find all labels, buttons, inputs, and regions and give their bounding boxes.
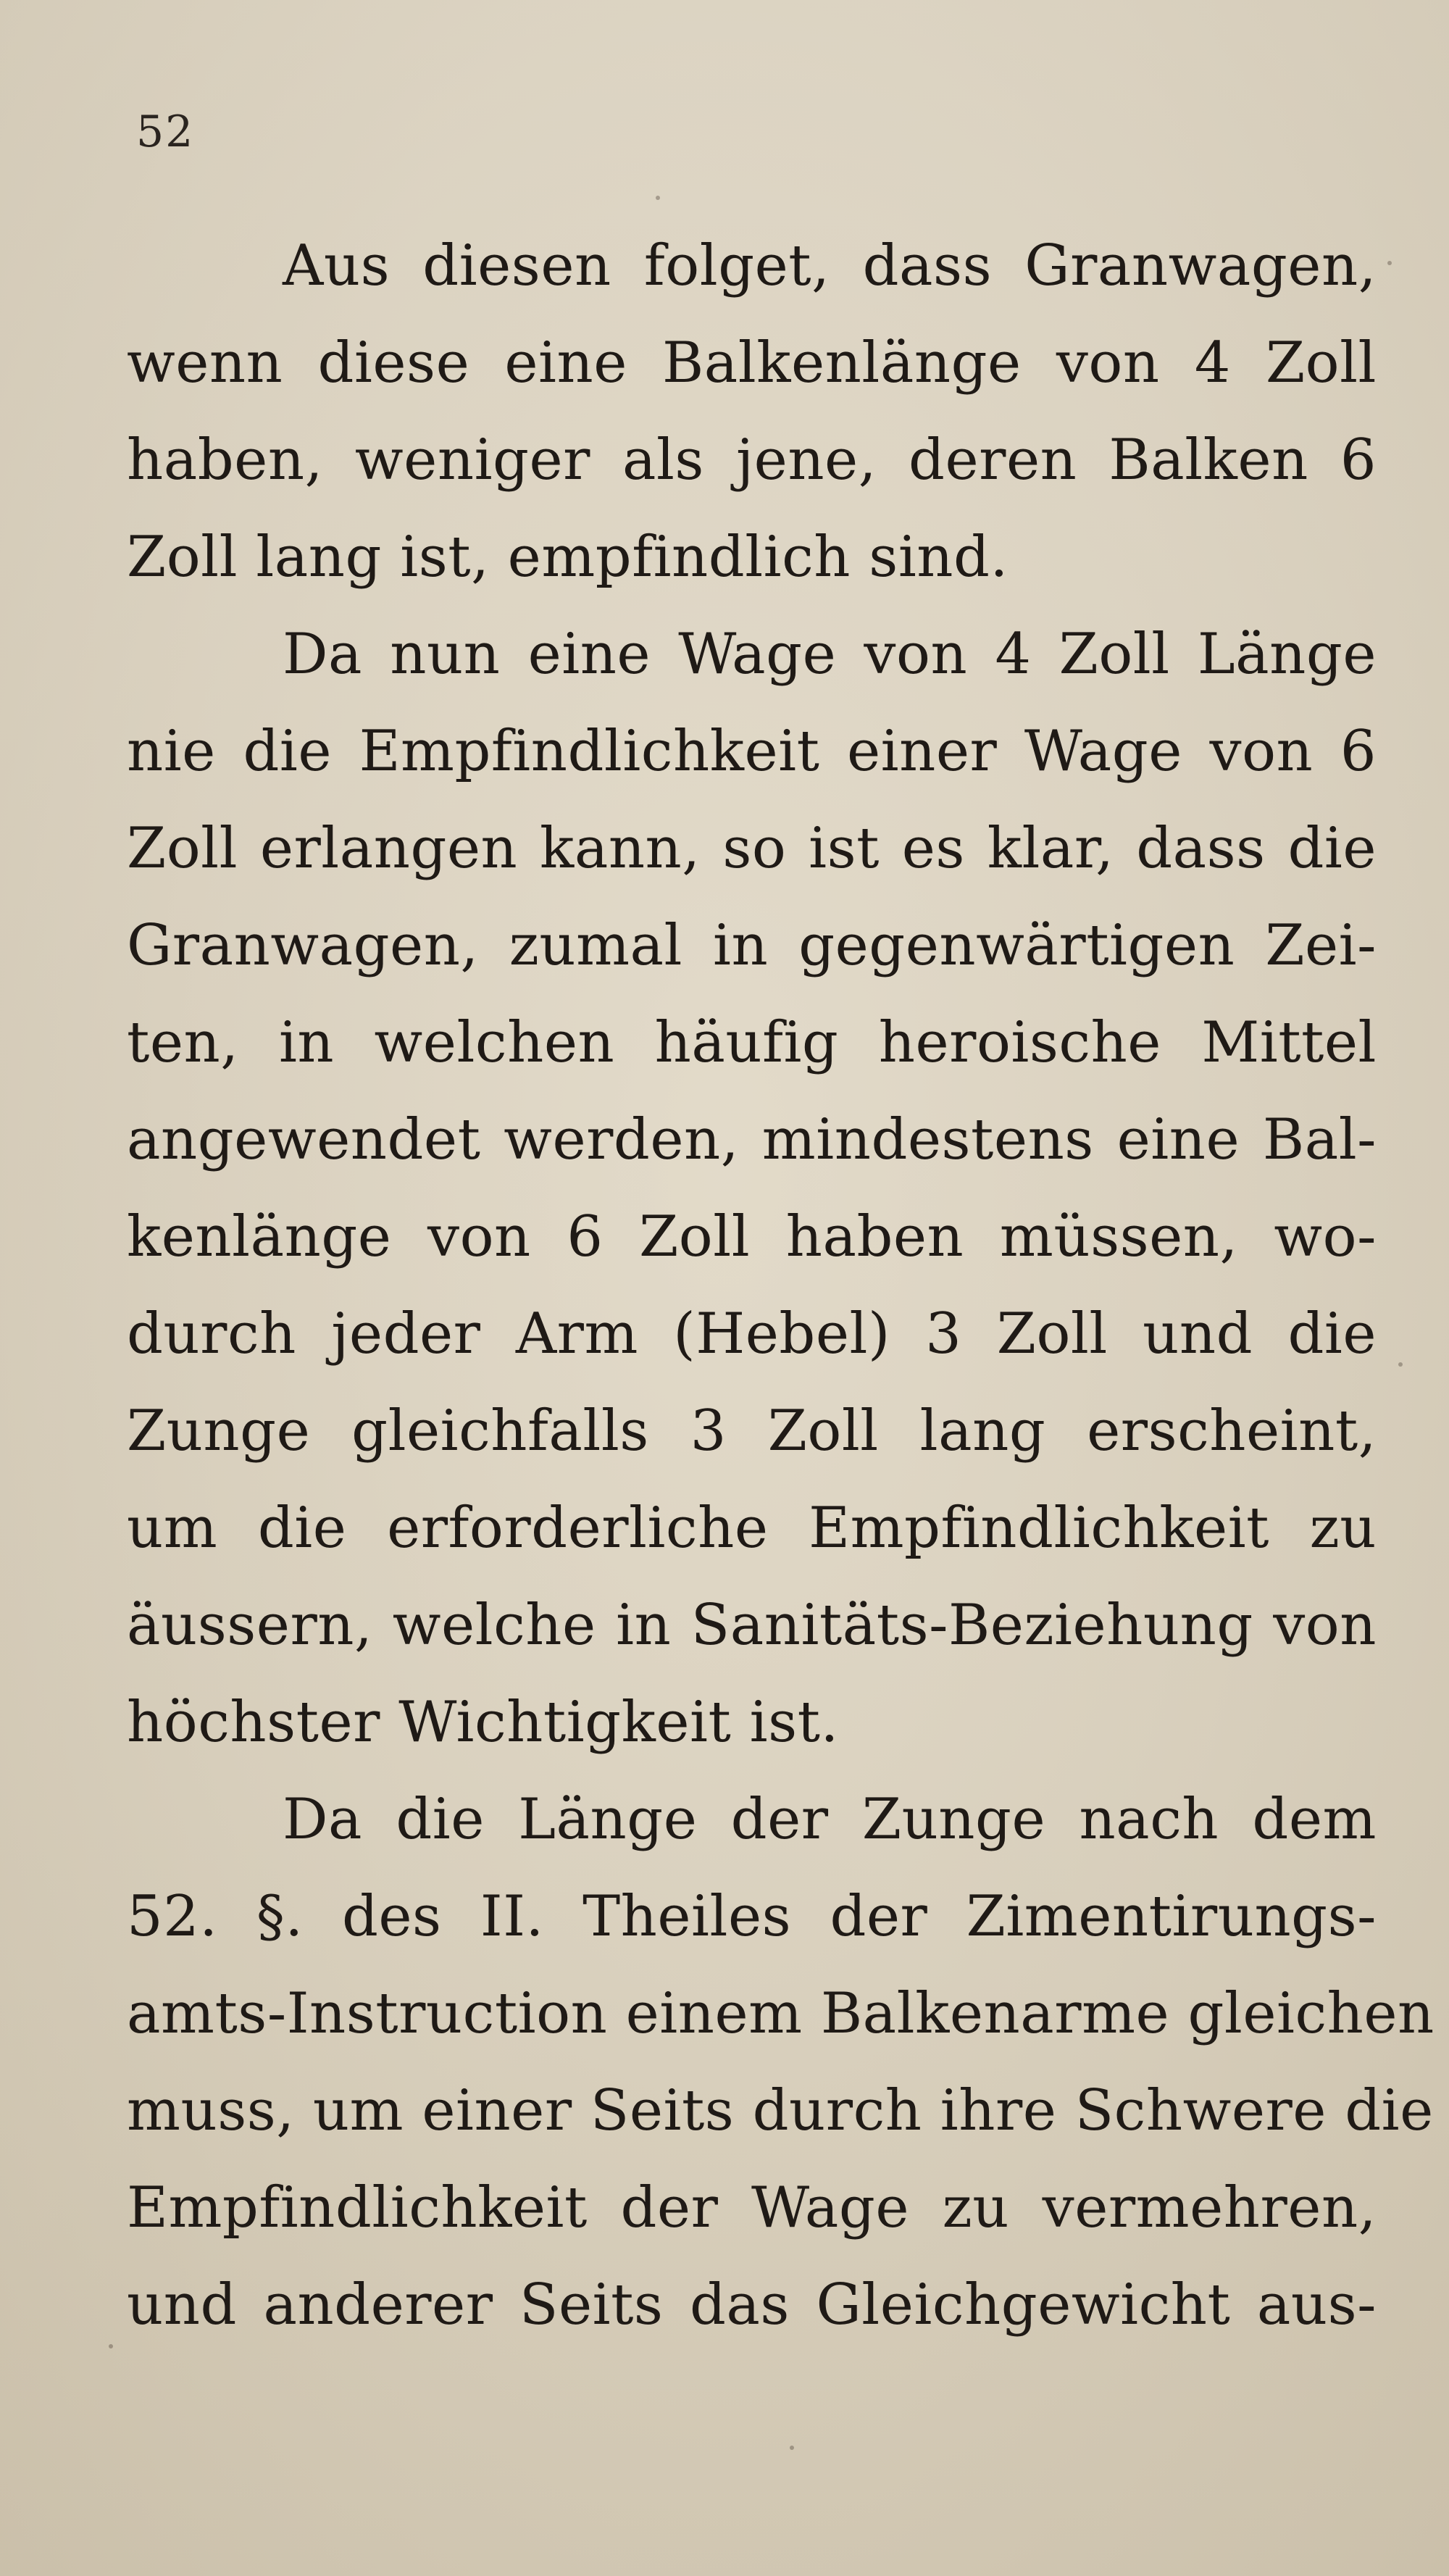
body-text [127,217,1435,2354]
paragraph-2-line-12: höchster Wichtigkeit ist. [127,1690,839,1755]
paper-speck [790,2446,794,2450]
paragraph-2-line-10: um die erforderliche Empfindlichkeit zu [127,1496,1377,1561]
paragraph-2-line-7: kenlänge von 6 Zoll haben müssen, wo- [127,1204,1377,1270]
paragraph-3-line-4: muss, um einer Seits durch ihre Schwere die [127,2078,1434,2143]
paragraph-3-line-3: amts-Instruction einem Balkenarme gleichen [127,1981,1435,2046]
paragraph-2-line-11: äussern, welche in Sanitäts-Beziehung von [127,1593,1377,1658]
paragraph-3-line-5: Empfindlichkeit der Wage zu vermehren, [127,2175,1377,2241]
paragraph-2-line-5: ten, in welchen häufig heroische Mittel [127,1010,1377,1075]
paragraph-3-line-6: und anderer Seits das Gleichgewicht aus- [127,2272,1377,2338]
paragraph-3-line-2: 52. §. des II. Theiles der Zimentirungs- [127,1884,1377,1949]
paper-speck [1387,261,1392,265]
paragraph-2-line-4: Granwagen, zumal in gegenwärtigen Zei- [127,913,1377,978]
paragraph-2-line-9: Zunge gleichfalls 3 Zoll lang erscheint, [127,1399,1377,1464]
paragraph-1-line-4: Zoll lang ist, empfindlich sind. [127,525,1009,590]
paragraph-2-line-1: Da nun eine Wage von 4 Zoll Länge [283,622,1377,687]
paper-speck [109,2344,113,2348]
paper-speck [656,196,660,200]
paper-speck [1398,1362,1403,1367]
page-number: 52 [136,107,195,157]
paragraph-2-line-6: angewendet werden, mindestens eine Bal- [127,1107,1377,1172]
paragraph-2-line-8: durch jeder Arm (Hebel) 3 Zoll und die [127,1301,1377,1367]
paragraph-2-line-3: Zoll erlangen kann, so ist es klar, dass die [127,816,1377,881]
paragraph-2-line-2: nie die Empfindlichkeit einer Wage von 6 [127,719,1377,784]
paragraph-3-line-1: Da die Länge der Zunge nach dem [283,1787,1377,1852]
paragraph-1-line-3: haben, weniger als jene, deren Balken 6 [127,428,1377,493]
paragraph-1-line-2: wenn diese eine Balkenlänge von 4 Zoll [127,330,1377,396]
paragraph-1-line-1: Aus diesen folget, dass Granwagen, [283,233,1377,299]
